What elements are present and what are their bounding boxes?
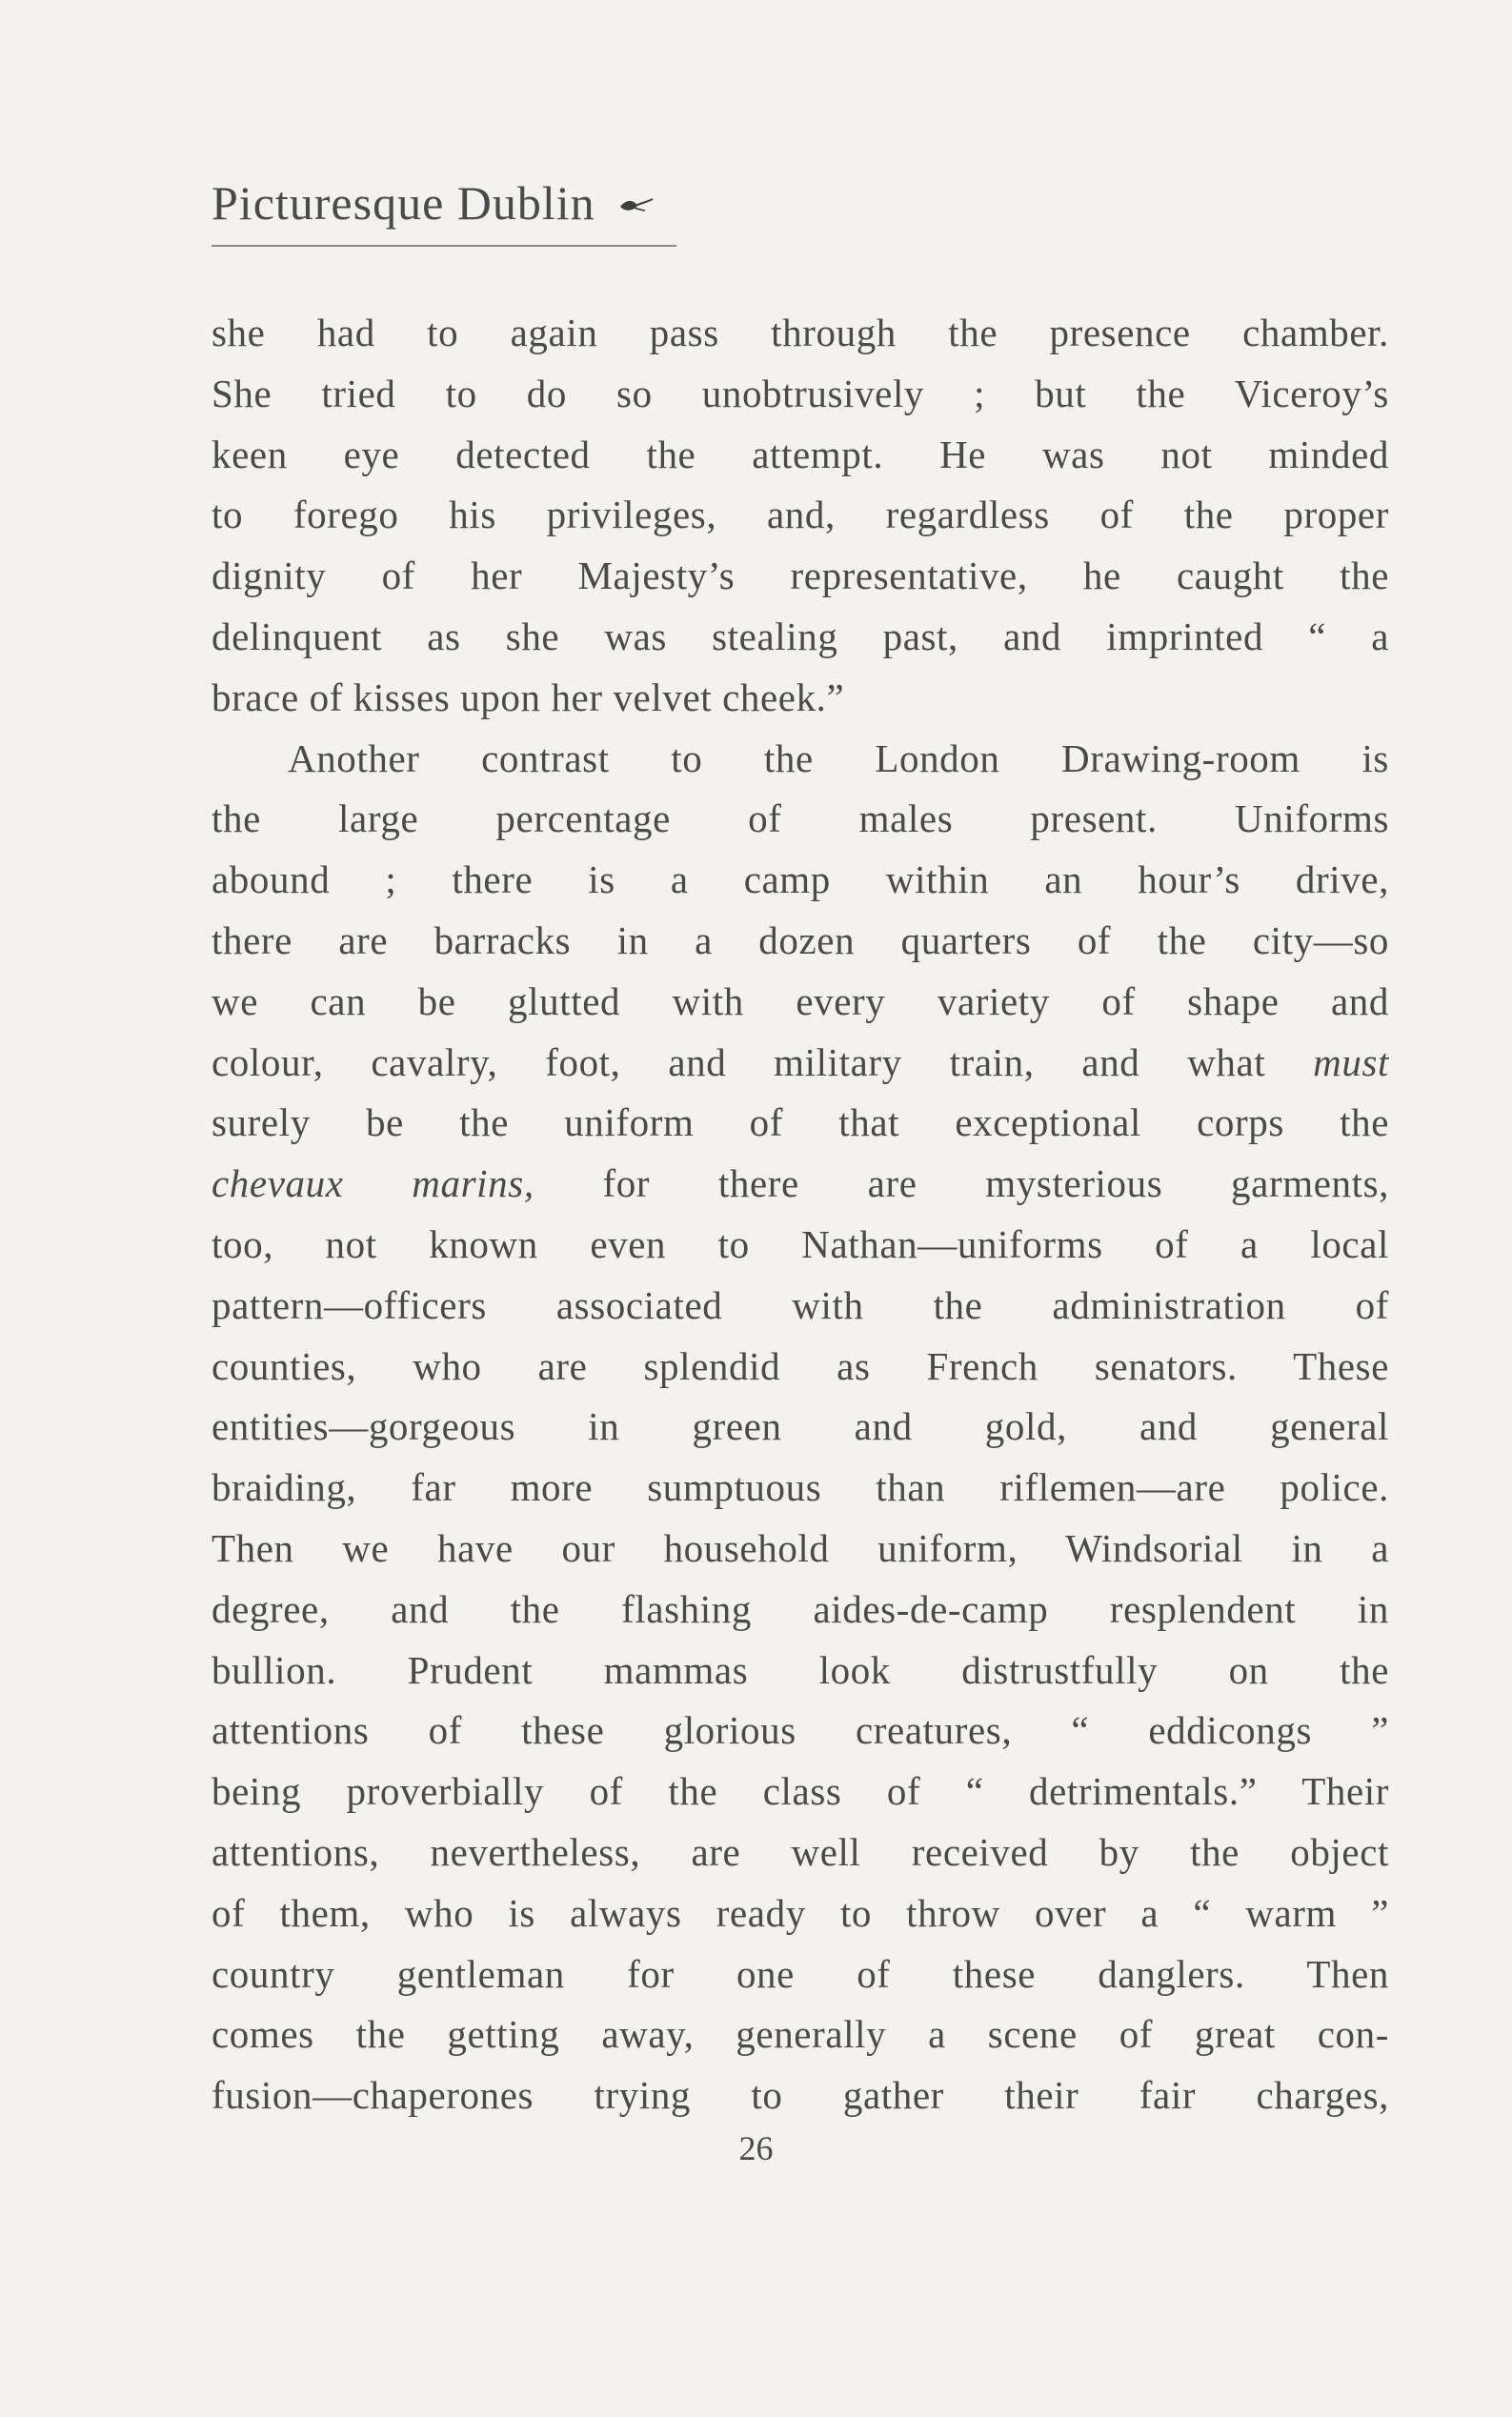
text-line: to forego his privileges, and, regardless of the proper [212, 493, 1389, 537]
text-line: degree, and the flashing aides-de-camp resplendent in [212, 1586, 1389, 1631]
text-line: brace of kisses upon her velvet cheek.” [212, 675, 845, 719]
running-header [212, 170, 655, 236]
text-line: comes the getting away, generally a scene of great con- [212, 2012, 1389, 2057]
italic-phrase: chevaux marins, [212, 1161, 534, 1206]
text-line: entities—gorgeous in green and gold, and general [212, 1404, 1389, 1449]
text-line: pattern—officers associated with the administration of [212, 1282, 1389, 1327]
text-line: we can be glutted with every variety of shape and [212, 978, 1389, 1023]
page-number: 26 [738, 2129, 774, 2167]
text-line: braiding, far more sumptuous than riflemen—are police. [212, 1465, 1389, 1510]
leaf-ornament-icon [616, 195, 655, 216]
text-line: there are barracks in a dozen quarters of the city—so [212, 917, 1389, 962]
text-line [212, 1033, 1389, 1094]
text-line: fusion—chaperones trying to gather their fair charges, [212, 2073, 1389, 2118]
text-line: dignity of her Majesty’s representative, he caught the [212, 554, 1389, 598]
text-line: she had to again pass through the presence chamber. [212, 311, 1389, 354]
text-line: Then we have our household uniform, Windsorial in a [212, 1525, 1389, 1570]
text-line: the large percentage of males present. Uniforms [212, 796, 1389, 841]
italic-word: must [1313, 1039, 1389, 1084]
text-line: attentions, nevertheless, are well received by the object [212, 1829, 1389, 1874]
text-line: abound ; there is a camp within an hour’s drive, [212, 857, 1389, 902]
text-line: attentions of these glorious creatures, “ eddicongs ” [212, 1708, 1389, 1753]
text-line: bullion. Prudent mammas look distrustfully on the [212, 1647, 1389, 1692]
text-line: delinquent as she was stealing past, and imprinted “ a [212, 614, 1389, 658]
text-line: too, not known even to Nathan—uniforms of a local [212, 1221, 1389, 1266]
running-title: Picturesque Dublin [212, 176, 595, 230]
text-line: She tried to do so unobtrusively ; but the Viceroy’s [212, 371, 1389, 415]
text-line: country gentleman for one of these danglers. Then [212, 1951, 1389, 1996]
text-line: being proverbially of the class of “ detrimentals.” Their [212, 1769, 1389, 1814]
text-line: Another contrast to the London Drawing-room is [288, 735, 1389, 780]
body-text [212, 303, 1389, 2126]
text-line [212, 1154, 1389, 1215]
header-rule [212, 245, 676, 247]
text-segment: for there are mysterious garments, [534, 1161, 1389, 1206]
text-line: of them, who is always ready to throw over a “ warm ” [212, 1890, 1389, 1935]
text-segment: colour, cavalry, foot, and military train, and what [212, 1039, 1314, 1084]
text-line: counties, who are splendid as French senators. These [212, 1343, 1389, 1388]
text-line: surely be the uniform of that exceptional corps the [212, 1100, 1389, 1145]
text-line: keen eye detected the attempt. He was not minded [212, 432, 1389, 476]
